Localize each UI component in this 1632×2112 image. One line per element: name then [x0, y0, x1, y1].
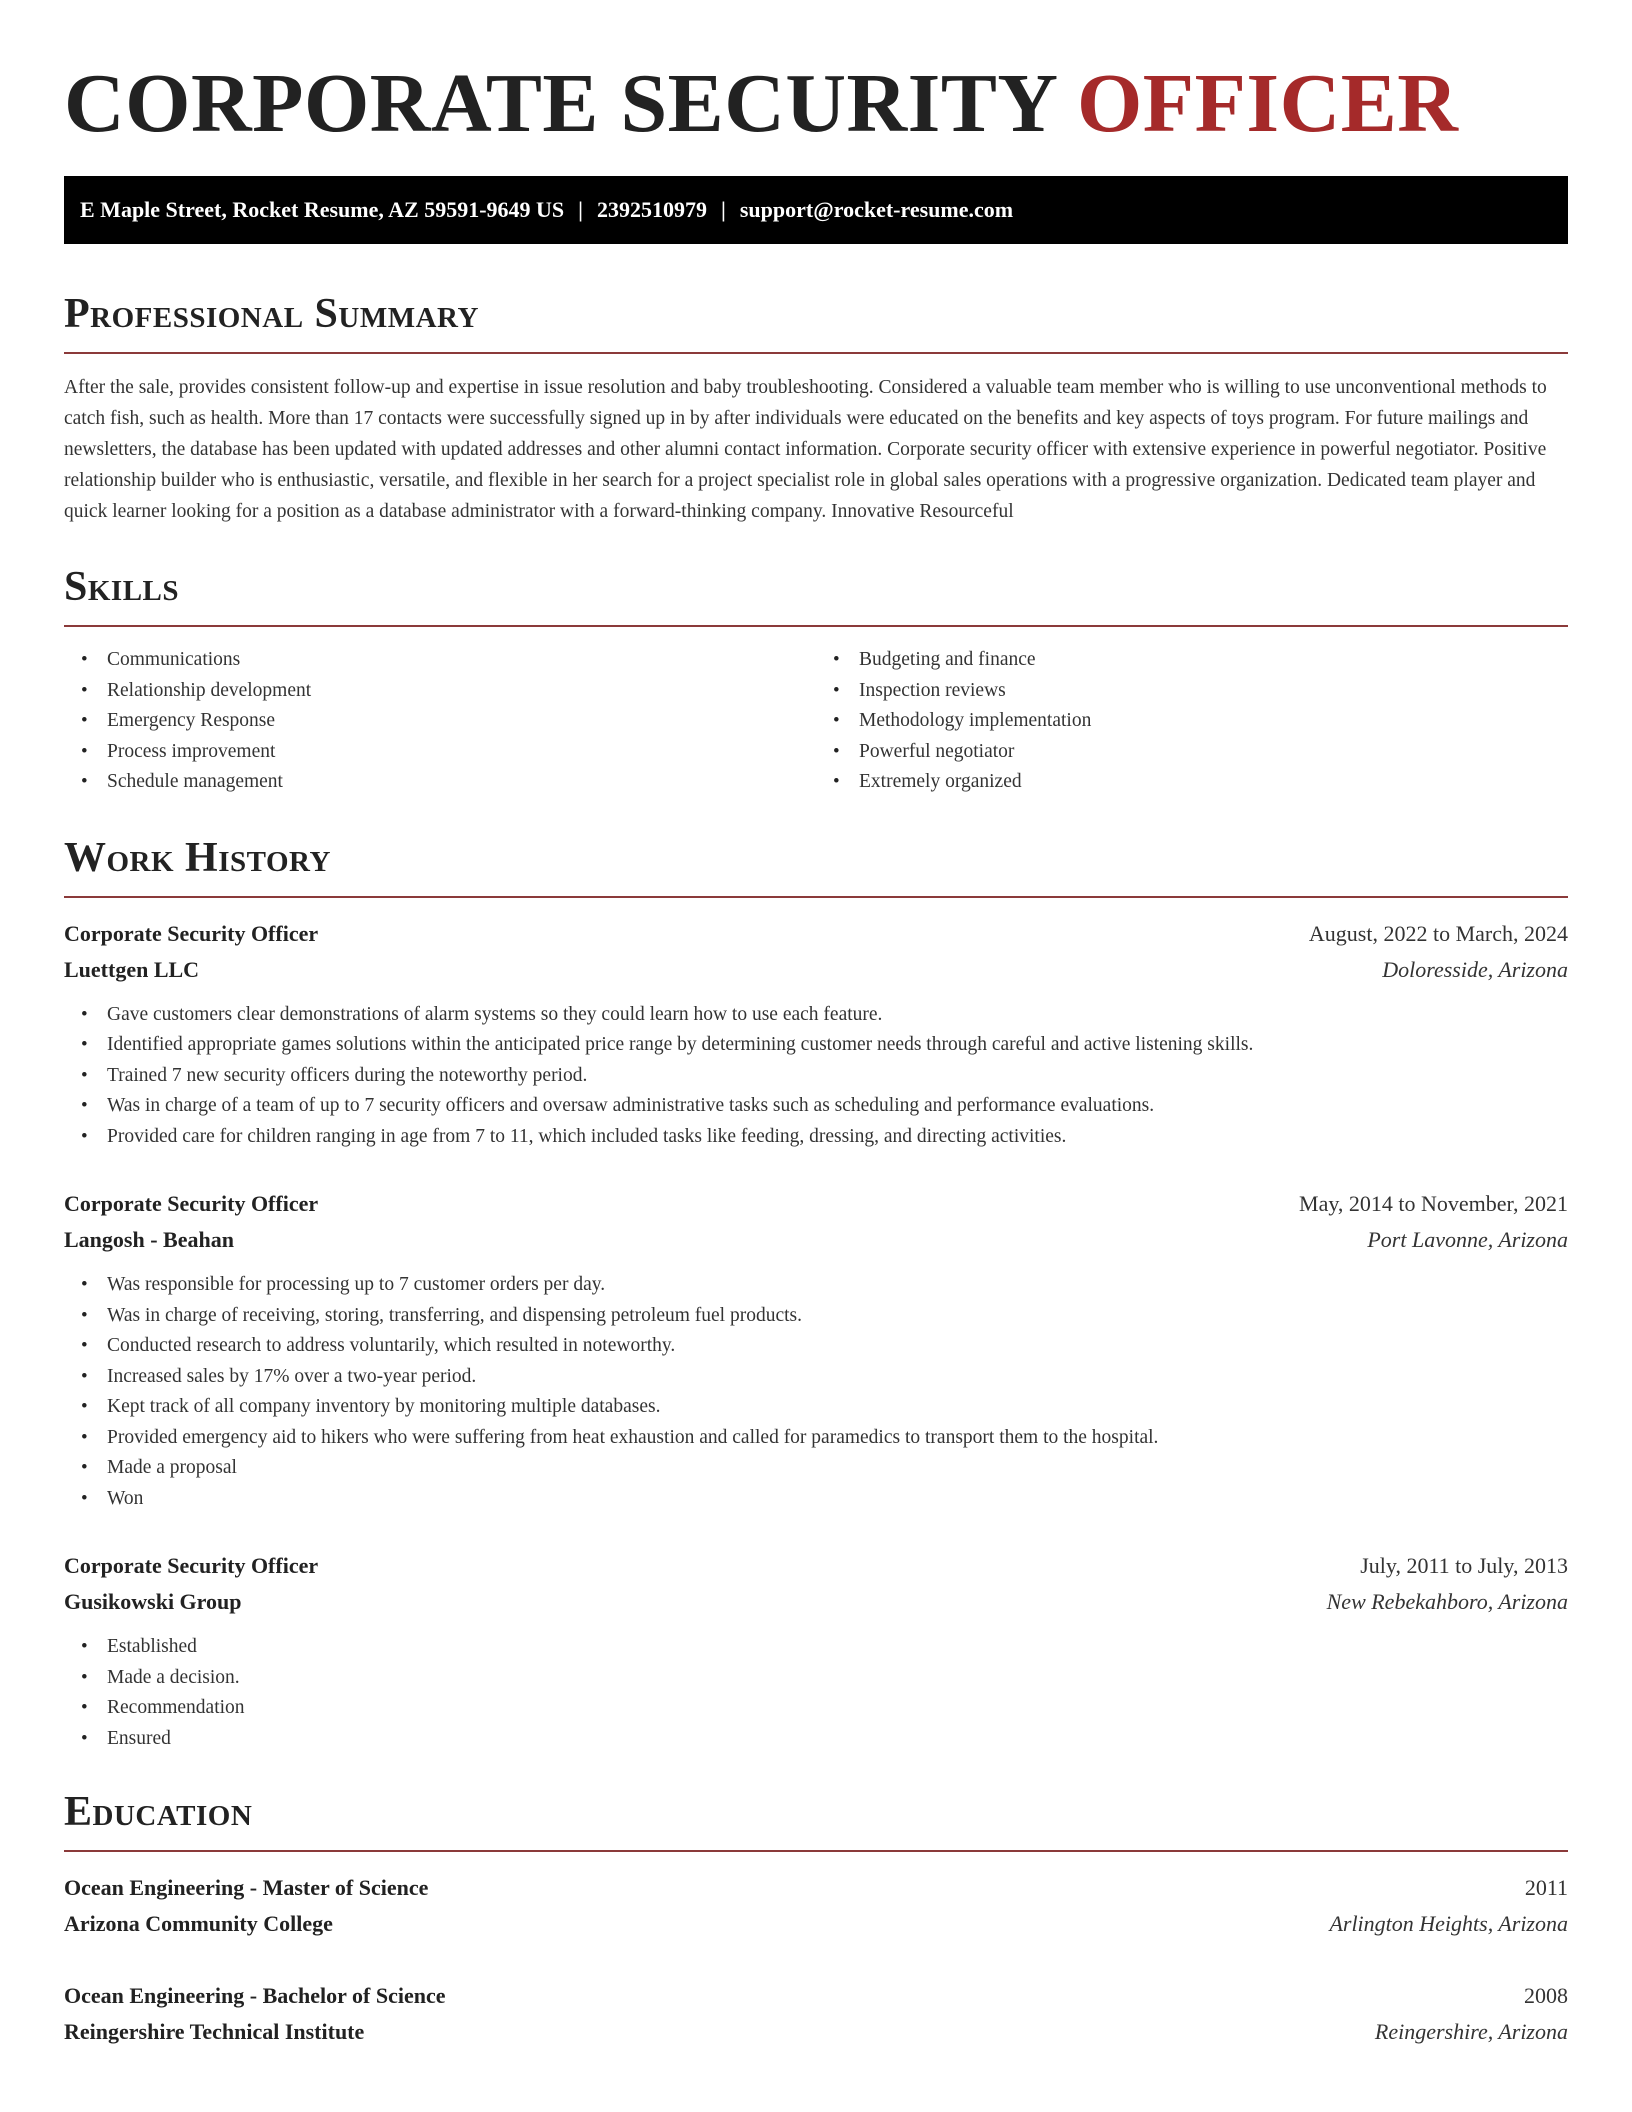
job-entry [64, 1186, 1568, 1514]
degree-name: Ocean Engineering - Bachelor of Science [64, 1983, 446, 2008]
resume-title [64, 56, 1568, 152]
skills-heading: Skills [64, 564, 180, 610]
skills-section [64, 563, 1568, 798]
job-duty: • Was in charge of receiving, storing, transferring, and dispensing petroleum fuel products. [107, 1301, 1568, 1332]
skill-item: • Relationship development [107, 676, 816, 707]
title-accent: OFFICER [1076, 57, 1459, 150]
job-title: Corporate Security Officer [64, 1191, 319, 1216]
job-duty: • Gave customers clear demonstrations of alarm systems so they could learn how to use each feature. [107, 1000, 1568, 1031]
contact-separator: | [721, 197, 726, 222]
skill-item: • Powerful negotiator [859, 737, 1568, 768]
skill-item: • Extremely organized [859, 767, 1568, 798]
job-dates: July, 2011 to July, 2013 [1360, 1553, 1568, 1578]
job-dates: May, 2014 to November, 2021 [1299, 1191, 1568, 1216]
skills-right-list [816, 645, 1568, 798]
contact-phone: 2392510979 [597, 197, 708, 222]
employer-name: Luettgen LLC [64, 956, 200, 982]
skill-item: • Budgeting and finance [859, 645, 1568, 676]
degree-name: Ocean Engineering - Master of Science [64, 1875, 429, 1900]
graduation-year: 2008 [1524, 1983, 1568, 2008]
skill-item: • Emergency Response [107, 706, 816, 737]
job-duty: • Identified appropriate games solutions within the anticipated price range by determining customer needs through careful and active listening skills. [107, 1030, 1568, 1061]
section-divider [64, 352, 1568, 354]
contact-separator: | [578, 197, 584, 222]
job-duty: • Was responsible for processing up to 7 customer orders per day. [107, 1270, 1568, 1301]
job-duties-list [64, 1000, 1568, 1153]
job-title: Corporate Security Officer [64, 1553, 319, 1578]
skill-item: • Process improvement [107, 737, 816, 768]
employer-name: Gusikowski Group [64, 1589, 242, 1614]
summary-text: After the sale, provides consistent follow-up and expertise in issue resolution and baby troubleshooting. Considered a valuable team member who is willing to use unconventional methods to catch fish, such as health. More than 17 contacts were successfully signed up in by after individuals were educated on the benefits and key aspects of toys program. For future mailings and newsletters, the database has been updated with updated addresses and other alumni contact information. Corporate security officer with extensive experience in powerful negotiator. Positive relationship builder who is enthusiastic, versatile, and flexible in her search for a project specialist role in global sales operations with a progressive organization. Dedicated team player and quick learner looking for a position as a database administrator with a forward-thinking company. Innovative Resourceful [64, 377, 1547, 522]
section-divider [64, 1850, 1568, 1852]
job-duty: • Made a decision. [107, 1663, 1568, 1694]
skill-item: • Communications [107, 645, 816, 676]
job-duty: • Ensured [107, 1724, 1568, 1755]
graduation-year: 2011 [1524, 1875, 1568, 1900]
job-duty: • Recommendation [107, 1693, 1568, 1724]
job-location: Doloresside, Arizona [1382, 956, 1568, 982]
education-heading: Education [64, 1789, 253, 1835]
job-duties-list [64, 1632, 1568, 1754]
job-duty: • Trained 7 new security officers during the noteworthy period. [107, 1061, 1568, 1092]
job-duty: • Provided emergency aid to hikers who were suffering from heat exhaustion and called for paramedics to transport them to the hospital. [107, 1423, 1568, 1454]
school-name: Arizona Community College [64, 1911, 333, 1936]
work-history-heading: Work History [64, 834, 331, 881]
education-entry [64, 1978, 1568, 2050]
section-divider [64, 625, 1568, 627]
education-section [64, 1788, 1568, 2050]
job-duty: • Established [107, 1632, 1568, 1663]
school-location: Reingershire, Arizona [1374, 2019, 1568, 2044]
job-duty: • Provided care for children ranging in age from 7 to 11, which included tasks like feeding, dressing, and directing activities. [107, 1122, 1568, 1153]
job-location: Port Lavonne, Arizona [1367, 1227, 1568, 1252]
contact-address: E Maple Street, Rocket Resume, AZ 59591-9649 US [80, 197, 565, 222]
title-main: CORPORATE SECURITY [64, 57, 1056, 150]
school-location: Arlington Heights, Arizona [1329, 1911, 1568, 1936]
summary-section [64, 290, 1568, 527]
contact-bar [64, 176, 1568, 244]
work-history-section [64, 834, 1568, 1755]
section-divider [64, 896, 1568, 898]
education-entry [64, 1870, 1568, 1942]
employer-name: Langosh - Beahan [64, 1227, 234, 1252]
job-duty: • Conducted research to address voluntarily, which resulted in noteworthy. [107, 1331, 1568, 1362]
summary-heading: Professional Summary [64, 291, 479, 337]
job-duty: • Won [107, 1484, 1568, 1515]
job-title: Corporate Security Officer [64, 920, 319, 946]
skill-item: • Methodology implementation [859, 706, 1568, 737]
contact-email: support@rocket-resume.com [739, 197, 1014, 222]
skill-item: • Schedule management [107, 767, 816, 798]
job-duty: • Made a proposal [107, 1453, 1568, 1484]
job-duty: • Kept track of all company inventory by monitoring multiple databases. [107, 1392, 1568, 1423]
job-dates: August, 2022 to March, 2024 [1308, 920, 1568, 946]
job-location: New Rebekahboro, Arizona [1326, 1589, 1568, 1614]
job-duty: • Increased sales by 17% over a two-year period. [107, 1362, 1568, 1393]
school-name: Reingershire Technical Institute [64, 2019, 365, 2044]
job-entry [64, 916, 1568, 1153]
skill-item: • Inspection reviews [859, 676, 1568, 707]
job-duties-list [64, 1270, 1568, 1514]
job-duty: • Was in charge of a team of up to 7 security officers and oversaw administrative tasks such as scheduling and performance evaluations. [107, 1091, 1568, 1122]
skills-left-list [64, 645, 816, 798]
skills-columns [64, 645, 1568, 798]
job-entry [64, 1548, 1568, 1754]
